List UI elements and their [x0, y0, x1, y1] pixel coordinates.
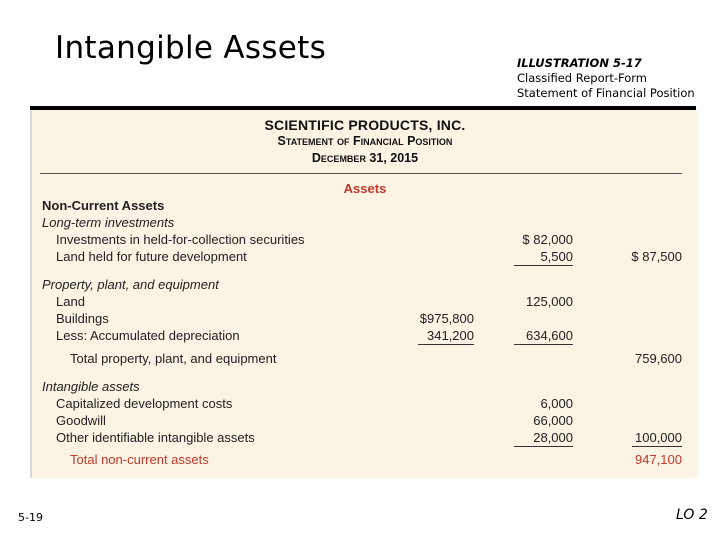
- company-name: SCIENTIFIC PRODUCTS, INC.: [264, 117, 466, 133]
- intangibles-row-label: Capitalized development costs: [56, 396, 233, 411]
- intangibles-total-amount: 100,000: [635, 430, 682, 445]
- ppe-heading: Property, plant, and equipment: [42, 277, 219, 292]
- noncurrent-heading: Non-Current Assets: [42, 198, 165, 213]
- ppe-row-amount: 634,600: [526, 328, 573, 343]
- lti-row-amount: 5,500: [540, 249, 573, 264]
- illustration-line-1: Classified Report-Form: [517, 71, 647, 85]
- intangibles-heading: Intangible assets: [42, 379, 140, 394]
- lti-row-label: Investments in held-for-collection securities: [56, 232, 305, 247]
- ppe-row-label: Less: Accumulated depreciation: [56, 328, 240, 343]
- underline: [514, 344, 573, 345]
- slide-title: Intangible Assets: [55, 30, 327, 66]
- underline: [514, 446, 573, 447]
- lti-row-label: Land held for future development: [56, 249, 247, 264]
- total-noncurrent-amount: 947,100: [635, 452, 682, 467]
- lti-row-amount: $ 82,000: [522, 232, 573, 247]
- intangibles-row-label: Other identifiable intangible assets: [56, 430, 255, 445]
- learning-objective: LO 2: [676, 507, 708, 523]
- lti-heading: Long-term investments: [42, 215, 175, 230]
- ppe-row-amount: 125,000: [526, 294, 573, 309]
- intangibles-row-amount: 66,000: [533, 413, 573, 428]
- ppe-row-label: Land: [56, 294, 85, 309]
- ppe-total-label: Total property, plant, and equipment: [70, 351, 277, 366]
- underline: [514, 265, 573, 266]
- total-noncurrent-label: Total non-current assets: [70, 452, 209, 467]
- lti-total-amount: $ 87,500: [631, 249, 682, 264]
- ppe-row-amount: $975,800: [419, 311, 474, 326]
- ppe-row-label: Buildings: [56, 311, 109, 326]
- section-heading-assets: Assets: [343, 181, 387, 196]
- statement-date: December 31, 2015: [311, 151, 419, 165]
- ppe-row-amount: 341,200: [427, 328, 474, 343]
- illustration-line-2: Statement of Financial Position: [517, 86, 695, 100]
- intangibles-row-label: Goodwill: [56, 413, 106, 428]
- underline: [418, 344, 474, 345]
- header-separator: [40, 173, 682, 174]
- financial-statement-panel: [30, 110, 698, 478]
- underline: [632, 446, 682, 447]
- illustration-label: ILLUSTRATION 5-17: [517, 56, 642, 70]
- intangibles-row-amount: 6,000: [540, 396, 573, 411]
- ppe-total-amount: 759,600: [635, 351, 682, 366]
- illustration-caption: [517, 56, 695, 101]
- intangibles-row-amount: 28,000: [533, 430, 573, 445]
- page-number: 5-19: [18, 511, 43, 524]
- statement-name: Statement of Financial Position: [277, 134, 453, 148]
